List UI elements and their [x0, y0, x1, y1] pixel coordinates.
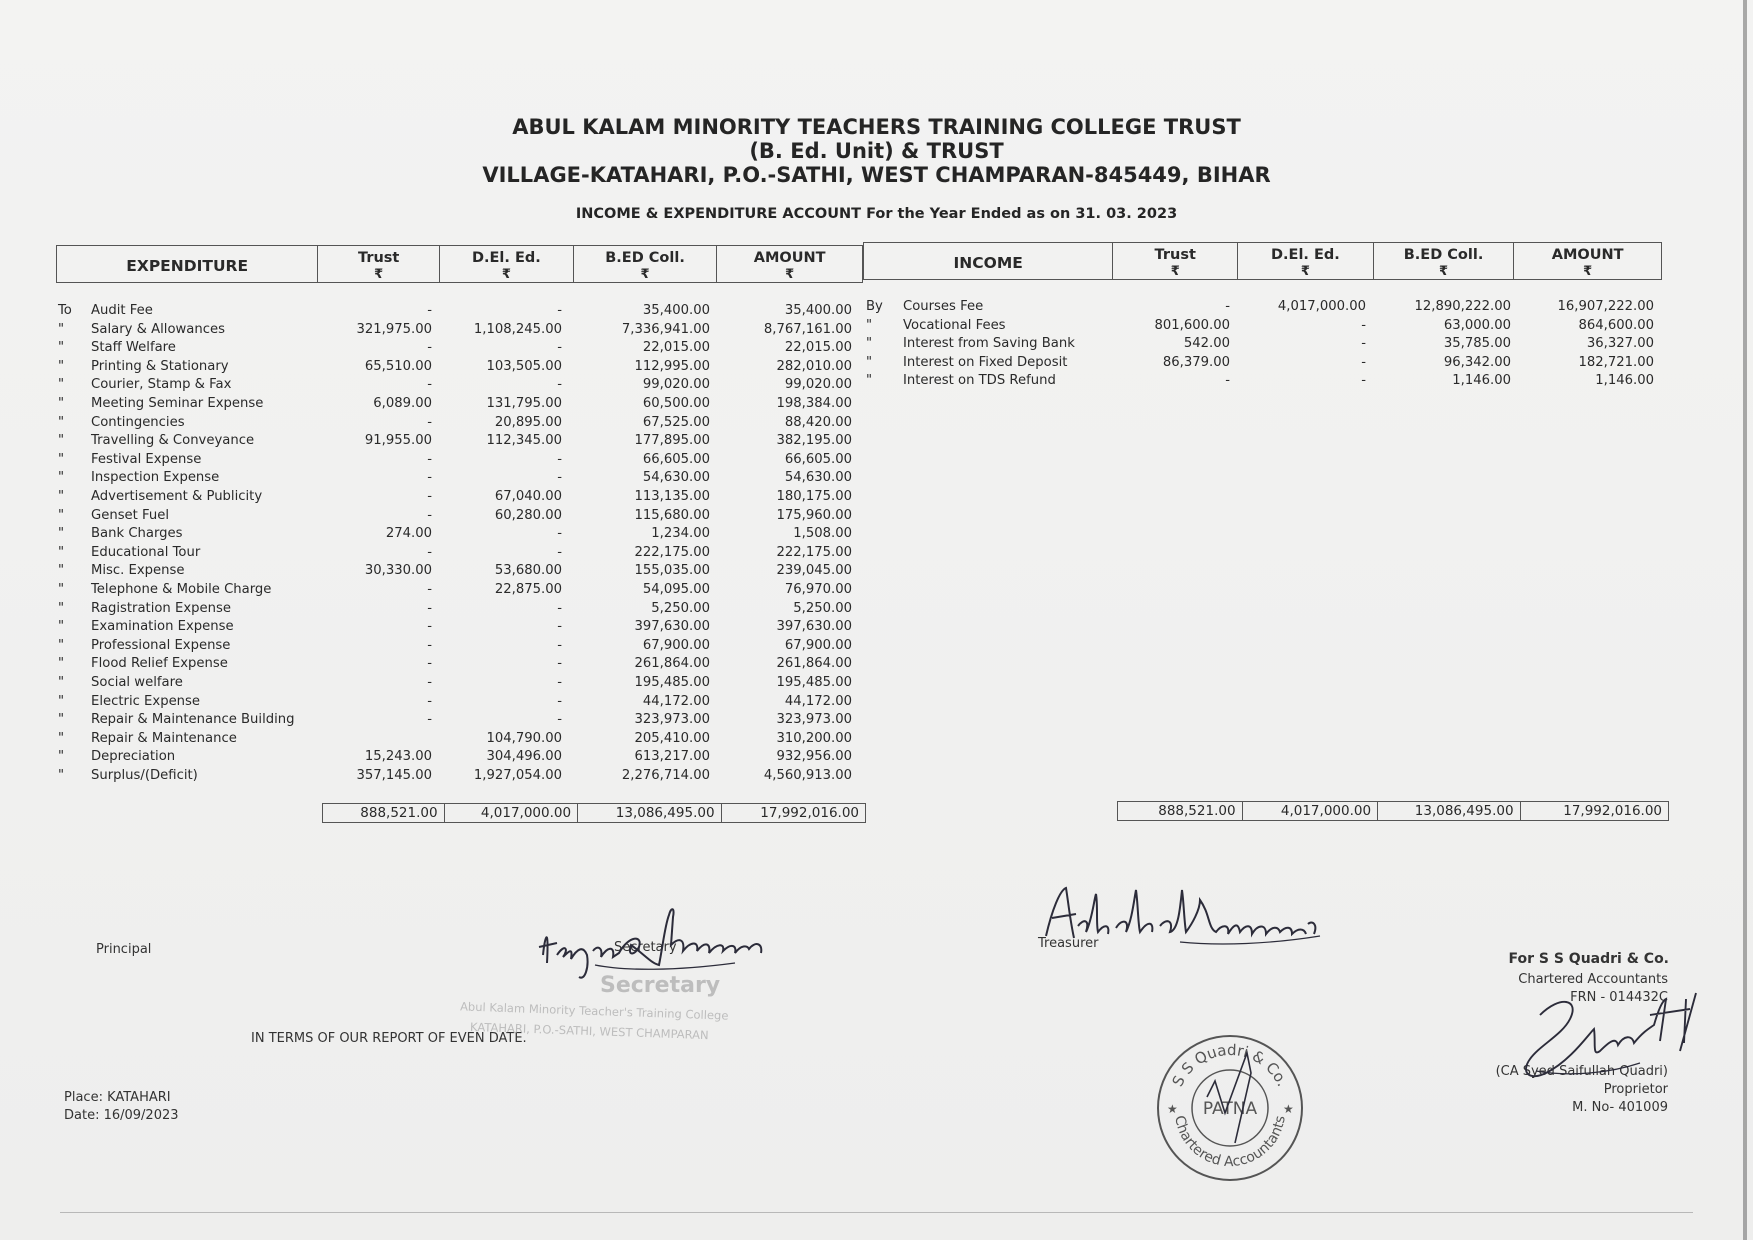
expenditure-row-prefix: " — [58, 693, 65, 709]
income-row-del: - — [1361, 336, 1366, 352]
expenditure-row — [0, 489, 1753, 507]
expenditure-row-prefix: " — [58, 340, 65, 356]
inc-col-del-label: D.El. Ed. — [1271, 247, 1340, 263]
expenditure-row-trust: - — [427, 712, 432, 728]
expenditure-row-trust: 357,145.00 — [356, 768, 432, 783]
expenditure-row-amount: 8,767,161.00 — [763, 321, 852, 337]
expenditure-row-prefix: " — [58, 712, 65, 728]
expenditure-row — [0, 731, 1753, 749]
exp-col-amount-label: AMOUNT — [753, 250, 826, 266]
expenditure-row-name: Contingencies — [91, 414, 185, 430]
expenditure-row-amount: 76,970.00 — [784, 582, 852, 597]
expenditure-row-trust: - — [427, 582, 432, 597]
expenditure-row-amount: 222,175.00 — [776, 544, 852, 560]
expenditure-row-name: Surplus/(Deficit) — [91, 768, 198, 783]
inc-total-amount: 17,992,016.00 — [1563, 803, 1662, 819]
income-row-trust: - — [1225, 299, 1230, 314]
income-row-name: Interest from Saving Bank — [903, 336, 1075, 352]
expenditure-row-trust: - — [427, 656, 432, 672]
expenditure-row — [0, 508, 1753, 526]
inc-total-bed: 13,086,495.00 — [1378, 802, 1520, 820]
expenditure-row-amount: 932,956.00 — [776, 749, 852, 765]
expenditure-row-bed: 397,630.00 — [634, 619, 710, 635]
income-row-bed: 1,146.00 — [1452, 373, 1511, 389]
expenditure-row-name: Ragistration Expense — [91, 600, 231, 616]
expenditure-row-del: 53,680.00 — [494, 563, 562, 579]
expenditure-row-name: Courier, Stamp & Fax — [91, 377, 232, 393]
expenditure-row-del: - — [557, 470, 562, 486]
expenditure-row-trust: 65,510.00 — [364, 358, 432, 374]
income-row-prefix: " — [866, 336, 873, 352]
expenditure-row-name: Festival Expense — [91, 451, 202, 467]
expenditure-row-bed: 113,135.00 — [634, 489, 710, 504]
expenditure-row-amount: 175,960.00 — [776, 507, 852, 523]
expenditure-row — [0, 619, 1753, 637]
inc-col-del — [1238, 243, 1374, 279]
income-row-amount: 1,146.00 — [1595, 373, 1654, 389]
expenditure-row-amount: 88,420.00 — [784, 414, 852, 430]
expenditure-row-trust: - — [427, 693, 432, 709]
expenditure-title: EXPENDITURE — [57, 246, 318, 282]
expenditure-row-prefix: " — [58, 563, 65, 579]
expenditure-row — [0, 768, 1753, 786]
expenditure-row-trust: - — [427, 451, 432, 467]
expenditure-row-trust: - — [427, 470, 432, 486]
expenditure-row-name: Educational Tour — [91, 544, 201, 560]
expenditure-row — [0, 656, 1753, 674]
secretary-stamp-line1: Abul Kalam Minority Teacher's Training College — [459, 999, 729, 1023]
income-row — [0, 355, 1753, 373]
expenditure-row-bed: 22,015.00 — [642, 340, 710, 356]
expenditure-row — [0, 638, 1753, 656]
expenditure-row-trust: 91,955.00 — [364, 433, 432, 449]
expenditure-row-amount: 5,250.00 — [793, 600, 852, 616]
expenditure-row-bed: 44,172.00 — [642, 693, 710, 709]
expenditure-row-trust: 6,089.00 — [373, 396, 432, 411]
expenditure-row-prefix: " — [58, 619, 65, 635]
expenditure-row-bed: 177,895.00 — [634, 433, 710, 449]
expenditure-row-del: 103,505.00 — [486, 358, 562, 374]
inc-total-trust: 888,521.00 — [1118, 802, 1243, 820]
exp-total-amount: 17,992,016.00 — [760, 805, 860, 821]
ca-seal-bottom-text: Chartered Accountants — [1171, 1114, 1289, 1171]
expenditure-row-bed: 115,680.00 — [634, 507, 710, 523]
expenditure-row-del: 22,875.00 — [494, 582, 562, 597]
firm-registration: FRN - 014432C — [1570, 990, 1668, 1005]
income-title: INCOME — [864, 243, 1113, 279]
income-row — [0, 318, 1753, 336]
expenditure-row — [0, 694, 1753, 712]
expenditure-row-del: 104,790.00 — [486, 730, 562, 746]
expenditure-row-prefix: " — [58, 675, 65, 690]
exp-col-del-label: D.El. Ed. — [471, 250, 541, 266]
membership-number: M. No- 401009 — [1572, 1100, 1668, 1115]
seal-star-right-icon: ★ — [1283, 1102, 1294, 1116]
exp-col-bed-label: B.ED Coll. — [605, 250, 685, 266]
expenditure-row-bed: 613,217.00 — [634, 749, 710, 765]
expenditure-row-amount: 382,195.00 — [776, 433, 852, 449]
expenditure-row-amount: 261,864.00 — [776, 656, 852, 672]
expenditure-row-bed: 155,035.00 — [634, 563, 710, 579]
expenditure-row — [0, 470, 1753, 488]
expenditure-row-bed: 7,336,941.00 — [621, 321, 710, 337]
expenditure-row-prefix: " — [58, 600, 65, 616]
expenditure-row-bed: 67,525.00 — [642, 414, 710, 430]
income-row-name: Interest on TDS Refund — [903, 373, 1056, 389]
exp-total-del: 4,017,000.00 — [445, 804, 579, 822]
expenditure-row-amount: 310,200.00 — [776, 730, 852, 746]
income-row-prefix: " — [866, 373, 873, 389]
inc-col-amount-label: AMOUNT — [1551, 247, 1624, 263]
income-row-bed: 96,342.00 — [1443, 354, 1511, 370]
income-row — [0, 336, 1753, 354]
inc-col-trust — [1113, 243, 1238, 279]
inc-col-trust-label: Trust — [1154, 247, 1196, 263]
income-row-bed: 35,785.00 — [1443, 336, 1511, 352]
expenditure-row-trust: 15,243.00 — [364, 749, 432, 765]
expenditure-row-del: - — [557, 619, 562, 635]
date: Date: 16/09/2023 — [64, 1108, 179, 1123]
expenditure-row-del: - — [557, 451, 562, 467]
expenditure-row-prefix: " — [58, 321, 65, 337]
expenditure-row-trust: - — [427, 340, 432, 356]
expenditure-row-trust: 30,330.00 — [364, 563, 432, 579]
firm-name: For S S Quadri & Co. — [1508, 951, 1669, 967]
income-row-del: - — [1361, 373, 1366, 389]
inc-col-amount — [1514, 243, 1661, 279]
expenditure-row-del: 67,040.00 — [494, 489, 562, 504]
partner-name: (CA Syed Saifullah Quadri) — [1495, 1064, 1668, 1079]
exp-col-trust-label: Trust — [358, 250, 400, 266]
income-row-amount: 182,721.00 — [1578, 354, 1654, 370]
expenditure-row-bed: 1,234.00 — [651, 526, 710, 542]
expenditure-row-trust: - — [427, 675, 432, 690]
expenditure-row-amount: 99,020.00 — [784, 377, 852, 393]
expenditure-row-prefix: " — [58, 768, 65, 783]
exp-total-bed: 13,086,495.00 — [578, 804, 721, 822]
expenditure-row-prefix: " — [58, 470, 65, 486]
expenditure-row-name: Meeting Seminar Expense — [91, 396, 264, 411]
expenditure-row-del: 112,345.00 — [486, 433, 562, 449]
expenditure-row-name: Genset Fuel — [91, 507, 170, 523]
income-totals — [1117, 801, 1669, 821]
expenditure-row-bed: 35,400.00 — [642, 303, 710, 318]
expenditure-row-name: Repair & Maintenance Building — [91, 712, 295, 728]
expenditure-row-name: Travelling & Conveyance — [91, 433, 255, 449]
expenditure-row-name: Audit Fee — [91, 303, 153, 318]
rupee-symbol: ₹ — [374, 267, 384, 282]
income-row-trust: 801,600.00 — [1154, 317, 1230, 333]
income-row-trust: - — [1225, 373, 1230, 389]
expenditure-row-prefix: " — [58, 582, 65, 597]
expenditure-row-name: Advertisement & Publicity — [91, 489, 263, 504]
expenditure-row-name: Depreciation — [91, 749, 176, 765]
expenditure-row-bed: 205,410.00 — [634, 730, 710, 746]
expenditure-row-del: - — [557, 526, 562, 542]
expenditure-row-del: - — [557, 377, 562, 393]
org-unit: (B. Ed. Unit) & TRUST — [749, 139, 1004, 163]
expenditure-row-bed: 222,175.00 — [634, 544, 710, 560]
firm-type: Chartered Accountants — [1518, 972, 1668, 987]
expenditure-row-amount: 54,630.00 — [784, 470, 852, 486]
income-row-name: Courses Fee — [903, 299, 984, 314]
statement-title: INCOME & EXPENDITURE ACCOUNT For the Year Ended as on 31. 03. 2023 — [575, 206, 1178, 222]
expenditure-row-name: Social welfare — [91, 675, 183, 690]
expenditure-row-bed: 54,095.00 — [642, 582, 710, 597]
expenditure-row-amount: 195,485.00 — [776, 675, 852, 690]
expenditure-row-name: Electric Expense — [91, 693, 201, 709]
exp-col-del — [440, 246, 574, 282]
expenditure-row-trust: 274.00 — [385, 526, 432, 542]
expenditure-row-trust: - — [427, 414, 432, 430]
expenditure-row — [0, 712, 1753, 730]
income-row — [0, 373, 1753, 391]
expenditure-row-prefix: " — [58, 749, 65, 765]
expenditure-row-prefix: " — [58, 396, 65, 411]
expenditure-row-name: Bank Charges — [91, 526, 183, 542]
inc-col-bed — [1374, 243, 1515, 279]
expenditure-row-bed: 112,995.00 — [634, 358, 710, 374]
expenditure-row-trust: - — [427, 377, 432, 393]
expenditure-row-trust: - — [427, 600, 432, 616]
expenditure-row-name: Professional Expense — [91, 637, 231, 653]
income-row-trust: 86,379.00 — [1162, 354, 1230, 370]
expenditure-row-amount: 4,560,913.00 — [763, 768, 852, 783]
ca-seal-center-text: PATNA — [1202, 1099, 1258, 1119]
expenditure-row-name: Staff Welfare — [91, 340, 176, 356]
expenditure-row-bed: 323,973.00 — [634, 712, 710, 728]
expenditure-row — [0, 526, 1753, 544]
income-row-trust: 542.00 — [1183, 336, 1230, 352]
income-row-name: Vocational Fees — [903, 317, 1006, 333]
expenditure-row-amount: 22,015.00 — [784, 340, 852, 356]
expenditure-row-trust: - — [427, 619, 432, 635]
expenditure-row-del: 20,895.00 — [494, 414, 562, 430]
expenditure-row — [0, 563, 1753, 581]
income-row-amount: 16,907,222.00 — [1557, 299, 1654, 314]
rupee-symbol: ₹ — [501, 267, 511, 282]
expenditure-row-trust: 321,975.00 — [356, 321, 432, 337]
rupee-symbol: ₹ — [785, 267, 795, 282]
expenditure-row-prefix: " — [58, 637, 65, 653]
expenditure-row-bed: 99,020.00 — [642, 377, 710, 393]
income-row-amount: 864,600.00 — [1578, 317, 1654, 333]
expenditure-row-prefix: " — [58, 730, 65, 746]
expenditure-row-del: 1,927,054.00 — [473, 768, 562, 783]
exp-col-trust — [318, 246, 440, 282]
expenditure-row-bed: 60,500.00 — [642, 396, 710, 411]
svg-text:Chartered Accountants — [1171, 1114, 1289, 1170]
rupee-symbol: ₹ — [1170, 264, 1180, 279]
treasurer-signature — [1040, 880, 1340, 950]
income-row-del: - — [1361, 317, 1366, 333]
expenditure-row-del: - — [557, 303, 562, 318]
expenditure-row — [0, 433, 1753, 451]
expenditure-row-bed: 261,864.00 — [634, 656, 710, 672]
rupee-symbol: ₹ — [1300, 264, 1310, 279]
income-row-name: Interest on Fixed Deposit — [903, 354, 1068, 370]
income-row-prefix: " — [866, 317, 873, 333]
expenditure-row-del: 60,280.00 — [494, 507, 562, 523]
expenditure-row — [0, 675, 1753, 693]
expenditure-row-bed: 54,630.00 — [642, 470, 710, 486]
expenditure-row-del: - — [557, 693, 562, 709]
expenditure-row-del: 304,496.00 — [486, 749, 562, 765]
rupee-symbol: ₹ — [1583, 264, 1593, 279]
treasurer-label: Treasurer — [1038, 936, 1099, 951]
expenditure-row-amount: 67,900.00 — [784, 637, 852, 653]
income-row-amount: 36,327.00 — [1586, 336, 1654, 352]
expenditure-row-bed: 5,250.00 — [651, 600, 710, 616]
expenditure-row-amount: 323,973.00 — [776, 712, 852, 728]
expenditure-row-name: Telephone & Mobile Charge — [91, 582, 272, 597]
expenditure-row-bed: 66,605.00 — [642, 451, 710, 467]
expenditure-row — [0, 749, 1753, 767]
expenditure-row-bed: 195,485.00 — [634, 675, 710, 690]
expenditure-row — [0, 601, 1753, 619]
expenditure-row — [0, 396, 1753, 414]
secretary-stamp-title: Secretary — [600, 973, 721, 998]
ca-signature — [1500, 985, 1720, 1095]
expenditure-row-amount: 198,384.00 — [776, 396, 852, 411]
expenditure-row-prefix: " — [58, 358, 65, 374]
income-row-prefix: By — [866, 299, 883, 314]
secretary-label: Secretary — [614, 940, 677, 955]
expenditure-row-name: Inspection Expense — [91, 470, 220, 486]
org-name: ABUL KALAM MINORITY TEACHERS TRAINING COLLEGE TRUST — [512, 115, 1241, 139]
expenditure-row-prefix: " — [58, 377, 65, 393]
expenditure-totals — [322, 803, 866, 823]
expenditure-row-prefix: " — [58, 544, 65, 560]
principal-label: Principal — [96, 942, 152, 957]
secretary-stamp-line2: KATAHARI, P.O.-SATHI, WEST CHAMPARAN — [469, 1019, 709, 1043]
income-row-del: 4,017,000.00 — [1277, 299, 1366, 314]
expenditure-row-del: - — [557, 600, 562, 616]
seal-star-left-icon: ★ — [1167, 1102, 1178, 1116]
expenditure-row-prefix: " — [58, 526, 65, 542]
expenditure-row-amount: 66,605.00 — [784, 451, 852, 467]
income-row-prefix: " — [866, 354, 873, 370]
expenditure-row-prefix: " — [58, 489, 65, 504]
income-row-del: - — [1361, 354, 1366, 370]
income-row-bed: 63,000.00 — [1443, 317, 1511, 333]
expenditure-row-prefix: " — [58, 507, 65, 523]
expenditure-row-del: - — [557, 637, 562, 653]
expenditure-row-amount: 180,175.00 — [776, 489, 852, 504]
ca-seal-top-text: S S Quadri & Co. — [1168, 1040, 1292, 1090]
place: Place: KATAHARI — [64, 1090, 171, 1105]
expenditure-row-prefix: " — [58, 414, 65, 430]
income-row — [0, 299, 1753, 317]
secretary-signature — [535, 885, 795, 995]
rupee-symbol: ₹ — [640, 267, 650, 282]
expenditure-row-trust: - — [427, 637, 432, 653]
expenditure-row-name: Flood Relief Expense — [91, 656, 228, 672]
expenditure-row-name: Repair & Maintenance — [91, 730, 237, 746]
expenditure-row-trust: - — [427, 303, 432, 318]
expenditure-row-del: - — [557, 656, 562, 672]
expenditure-row-trust: - — [427, 489, 432, 504]
expenditure-row-amount: 35,400.00 — [784, 303, 852, 318]
rupee-symbol: ₹ — [1439, 264, 1449, 279]
expenditure-row-prefix: " — [58, 451, 65, 467]
expenditure-row-amount: 44,172.00 — [784, 693, 852, 709]
expenditure-row-del: 1,108,245.00 — [473, 321, 562, 337]
expenditure-row-name: Misc. Expense — [91, 563, 185, 579]
income-row-bed: 12,890,222.00 — [1414, 299, 1511, 314]
expenditure-row-trust: - — [427, 507, 432, 523]
partner-role: Proprietor — [1603, 1082, 1668, 1097]
ca-seal-stamp — [1155, 1033, 1305, 1183]
expenditure-row — [0, 452, 1753, 470]
expenditure-row-bed: 67,900.00 — [642, 637, 710, 653]
exp-col-amount — [717, 246, 862, 282]
expenditure-row — [0, 582, 1753, 600]
expenditure-row-bed: 2,276,714.00 — [621, 768, 710, 783]
expenditure-row-del: - — [557, 544, 562, 560]
expenditure-row-name: Salary & Allowances — [91, 321, 225, 337]
expenditure-row-amount: 239,045.00 — [776, 563, 852, 579]
svg-text:S S Quadri & Co. — [1168, 1041, 1291, 1090]
expenditure-row-trust: - — [427, 544, 432, 560]
org-address: VILLAGE-KATAHARI, P.O.-SATHI, WEST CHAMPARAN-845449, BIHAR — [482, 163, 1271, 187]
report-note: IN TERMS OF OUR REPORT OF EVEN DATE. — [251, 1031, 527, 1046]
exp-col-bed — [574, 246, 718, 282]
expenditure-row — [0, 545, 1753, 563]
expenditure-row-amount: 397,630.00 — [776, 619, 852, 635]
expenditure-row-amount: 282,010.00 — [776, 358, 852, 374]
expenditure-row-del: - — [557, 675, 562, 690]
expenditure-header — [56, 245, 863, 283]
expenditure-row-del: - — [557, 340, 562, 356]
income-header — [863, 242, 1662, 280]
expenditure-row-prefix: " — [58, 433, 65, 449]
page-edge-line — [60, 1212, 1693, 1213]
expenditure-row — [0, 415, 1753, 433]
expenditure-row-del: - — [557, 712, 562, 728]
inc-total-del: 4,017,000.00 — [1243, 802, 1379, 820]
expenditure-row-prefix: To — [58, 303, 72, 318]
expenditure-row-name: Printing & Stationary — [91, 358, 229, 374]
expenditure-row-del: 131,795.00 — [486, 396, 562, 411]
expenditure-row-amount: 1,508.00 — [793, 526, 852, 542]
exp-total-trust: 888,521.00 — [323, 804, 445, 822]
expenditure-row-name: Examination Expense — [91, 619, 234, 635]
expenditure-row-prefix: " — [58, 656, 65, 672]
inc-col-bed-label: B.ED Coll. — [1403, 247, 1484, 263]
